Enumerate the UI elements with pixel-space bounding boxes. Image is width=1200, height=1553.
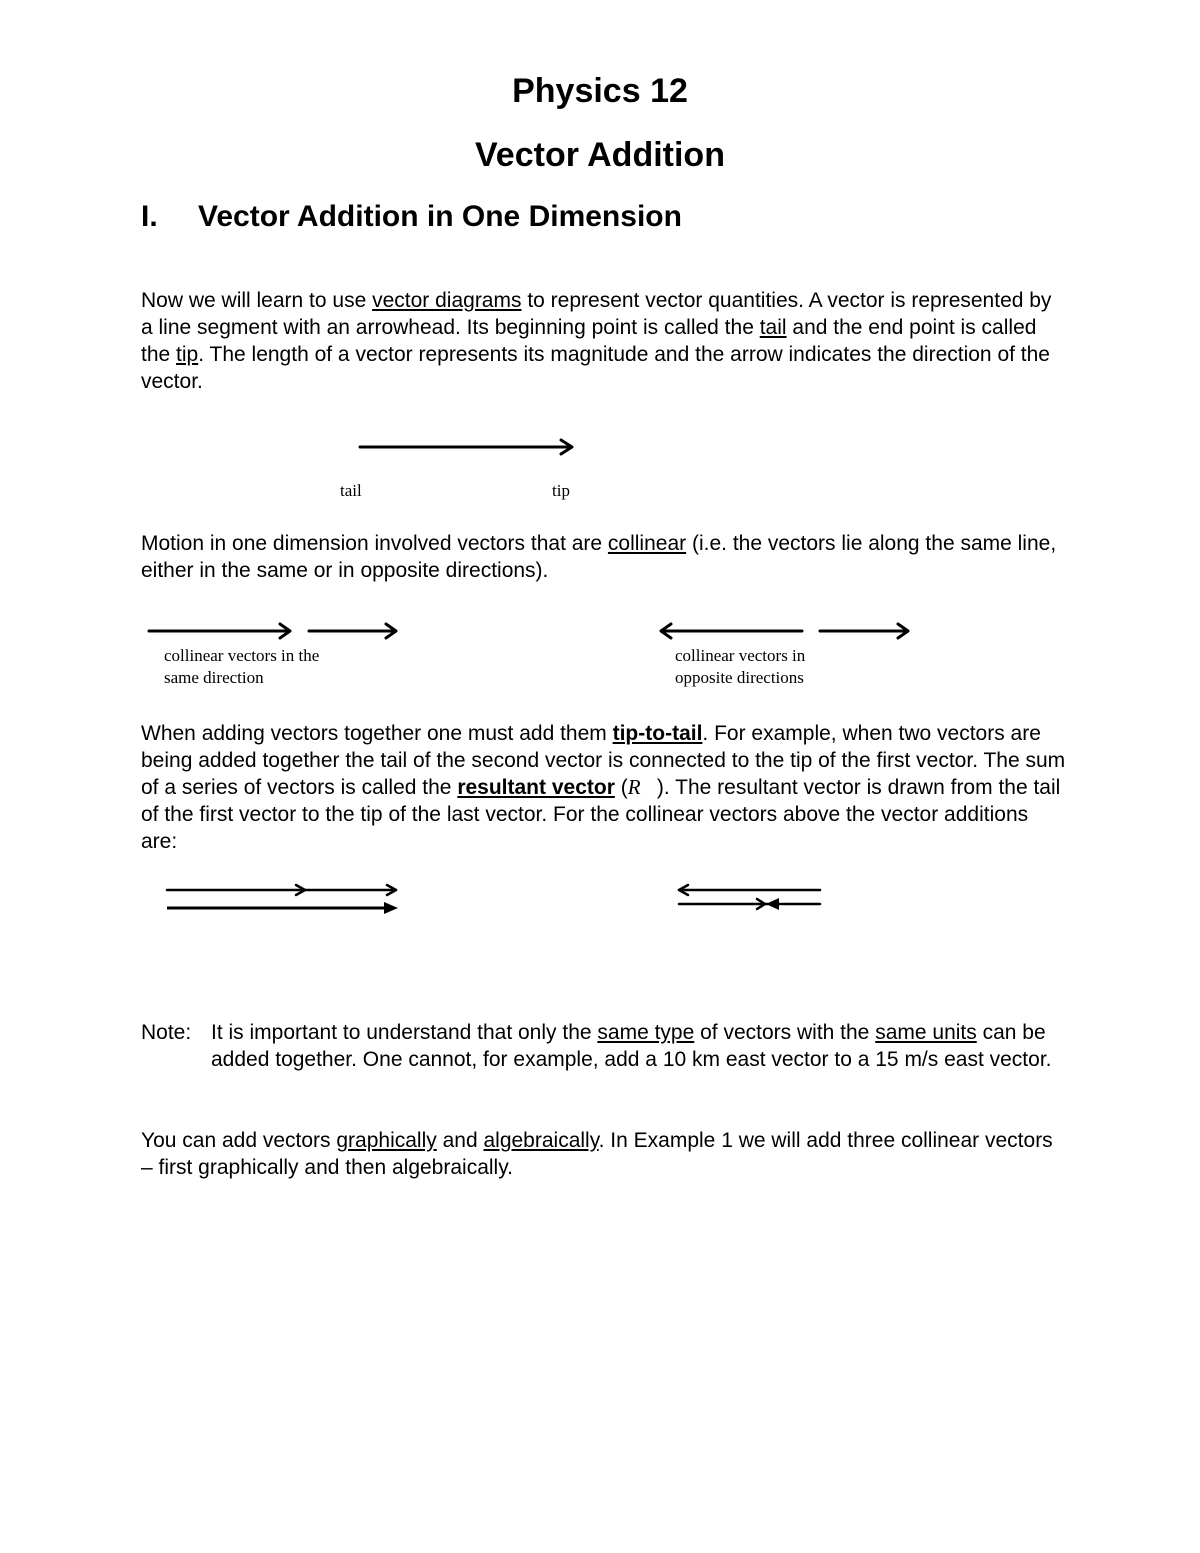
term-same-units: same units [875,1021,977,1044]
section-heading: Vector Addition in One Dimension [198,200,682,233]
same-direction-resultant-head [384,902,398,914]
course-title: Physics 12 [512,72,688,110]
resultant-symbol: R⃗ [627,775,657,799]
same-direction-caption: collinear vectors in the same direction [164,646,320,687]
note-label: Note: [141,1021,192,1044]
opposite-direction-vector-2 [820,624,908,638]
example-vector-arrow [360,440,572,454]
term-tip-to-tail: tip-to-tail [612,722,703,745]
section-number: I. [141,200,158,233]
opposite-direction-resultant-head [766,898,779,910]
opposite-direction-sum-vectors [679,885,820,909]
same-direction-sum-vectors [167,885,396,895]
opposite-direction-caption: collinear vectors in opposite directions [675,646,806,687]
paragraph-collinear: Motion in one dimension involved vectors that are collinear (i.e. the vectors lie along the same line, either in the same or in opposite directions). [141,532,1057,582]
same-direction-vector-1 [149,624,290,638]
term-tail: tail [759,316,787,339]
page-title: Vector Addition [475,136,725,174]
term-algebraically: algebraically [483,1129,599,1152]
paragraph-methods: You can add vectors graphically and algebraically. In Example 1 we will add three collinear vectors – first graphically and then algebraically. [141,1129,1053,1179]
term-tip: tip [176,343,199,366]
term-resultant-vector: resultant vector [457,776,615,799]
tail-label: tail [340,481,362,500]
paragraph-tip-to-tail: When adding vectors together one must add them tip-to-tail. For example, when two vectors are being added together the tail of the second vector is connected to the tip of the first vector. The sum of a series of vectors is called the resultant vector (R⃗). The resultant vector is drawn from the tail of the first vector to the tip of the last vector. For the collinear vectors above the vector additions are: [141,722,1066,853]
term-vector-diagrams: vector diagrams [372,289,522,312]
paragraph-vector-intro: Now we will learn to use vector diagrams to represent vector quantities. A vector is represented by a line segment with an arrowhead. Its beginning point is called the tail and the end point is called the tip. The length of a vector represents its magnitude and the arrow indicates the direction of the vector. [141,289,1052,393]
same-direction-vector-2 [309,624,396,638]
opposite-direction-vector-1 [661,624,802,638]
term-collinear: collinear [607,532,687,555]
term-graphically: graphically [336,1129,437,1152]
tip-label: tip [552,481,570,500]
term-same-type: same type [597,1021,695,1044]
note-text: It is important to understand that only the same type of vectors with the same units can be added together. One cannot, for example, add a 10 km east vector to a 15 m/s east vector. [211,1021,1052,1071]
